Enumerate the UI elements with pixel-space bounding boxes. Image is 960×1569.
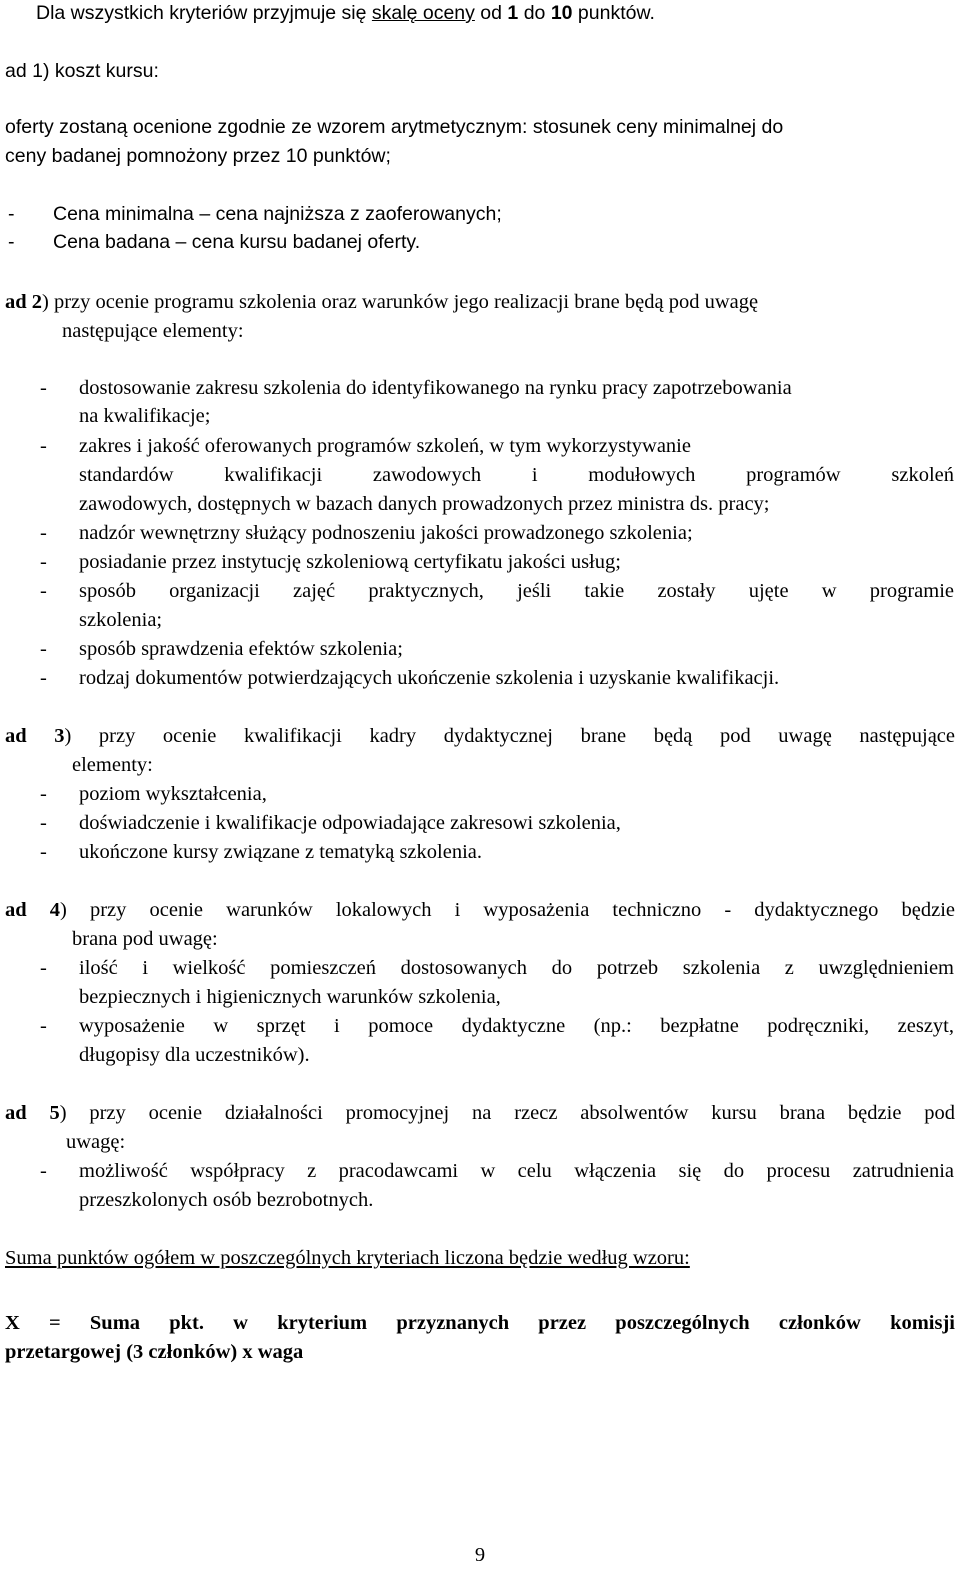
- intro-underlined: skalę oceny: [371, 2, 475, 24]
- ad5-line2: uwagę:: [66, 1131, 126, 1153]
- ad3-line1-text: ) przy ocenie kwalifikacji kadry dydaktycznej brane będą pod uwagę następujące: [64, 725, 955, 747]
- ad1-text-line2: ceny badanej pomnożony przez 10 punktów;: [5, 145, 391, 167]
- ad1-text-line1: oferty zostaną ocenione zgodnie ze wzorem arytmetycznym: stosunek ceny minimalnej do: [5, 116, 784, 138]
- ad3-item-1: poziom wykształcenia,: [79, 783, 267, 805]
- ad5-label: ad 5: [5, 1102, 60, 1124]
- ad1-dash-1: -: [8, 203, 15, 225]
- ad3-item-3: ukończone kursy związane z tematyką szkolenia.: [79, 841, 482, 863]
- ad5-line1: [5, 1103, 955, 1124]
- page-number: 9: [474, 1544, 486, 1566]
- ad2-item-3: nadzór wewnętrzny służący podnoszeniu jakości prowadzonego szkolenia;: [79, 522, 693, 544]
- ad2-item-2-line2: standardów kwalifikacji zawodowych i modułowych programów szkoleń: [79, 464, 954, 486]
- ad2-item-5-line1: sposób organizacji zajęć praktycznych, jeśli takie zostały ujęte w programie: [79, 580, 954, 602]
- ad2-dash-4: -: [40, 551, 47, 573]
- ad5-item-1-line1: możliwość współpracy z pracodawcami w celu włączenia się do procesu zatrudnienia: [79, 1160, 954, 1182]
- ad2-item-1-line2: na kwalifikacje;: [79, 405, 211, 427]
- ad4-line2: brana pod uwagę:: [72, 928, 218, 950]
- intro-from: 1: [507, 2, 519, 24]
- ad2-line2: następujące elementy:: [62, 320, 244, 342]
- ad4-dash-1: -: [40, 957, 47, 979]
- ad3-line1: [5, 726, 955, 747]
- ad3-item-2: doświadczenie i kwalifikacje odpowiadające zakresowi szkolenia,: [79, 812, 621, 834]
- ad4-item-1-line2: bezpiecznych i higienicznych warunków szkolenia,: [79, 986, 501, 1008]
- ad2-label: ad 2: [5, 291, 43, 313]
- ad5-dash-1: -: [40, 1160, 47, 1182]
- formula-line2: przetargowej (3 członków) x waga: [5, 1341, 304, 1363]
- ad2-dash-7: -: [40, 667, 47, 689]
- ad5-item-1-line2: przeszkolonych osób bezrobotnych.: [79, 1189, 374, 1211]
- ad2-item-2-line3: zawodowych, dostępnych w bazach danych prowadzonych przez ministra ds. pracy;: [79, 493, 770, 515]
- ad3-label: ad 3: [5, 725, 65, 747]
- ad2-item-1-line1: dostosowanie zakresu szkolenia do identyfikowanego na rynku pracy zapotrzebowania: [79, 377, 792, 399]
- ad2-line1-text: ) przy ocenie programu szkolenia oraz warunków jego realizacji brane będą pod uwagę: [42, 291, 759, 313]
- ad2-item-2-line1: zakres i jakość oferowanych programów szkoleń, w tym wykorzystywanie: [79, 435, 691, 457]
- ad3-dash-2: -: [40, 812, 47, 834]
- ad2-line1: [5, 292, 758, 313]
- ad4-line1-text: ) przy ocenie warunków lokalowych i wyposażenia techniczno - dydaktycznego będzie: [60, 899, 955, 921]
- intro-to: 10: [550, 2, 573, 24]
- intro-line: [36, 4, 655, 24]
- intro-mid: od: [474, 2, 508, 24]
- ad3-line2: elementy:: [72, 754, 153, 776]
- ad4-label: ad 4: [5, 899, 61, 921]
- ad2-item-5-line2: szkolenia;: [79, 609, 163, 631]
- ad4-item-1-line1: ilość i wielkość pomieszczeń dostosowanych do potrzeb szkolenia z uwzględnieniem: [79, 957, 954, 979]
- summary-underlined-line: Suma punktów ogółem w poszczególnych kryteriach liczona będzie według wzoru:: [5, 1247, 690, 1269]
- formula-line1: X = Suma pkt. w kryterium przyznanych przez poszczególnych członków komisji: [5, 1312, 955, 1334]
- ad2-dash-3: -: [40, 522, 47, 544]
- ad4-item-2-line1: wyposażenie w sprzęt i pomoce dydaktyczne (np.: bezpłatne podręczniki, zeszyt,: [79, 1015, 954, 1037]
- intro-to-word: do: [518, 2, 551, 24]
- ad2-dash-2: -: [40, 435, 47, 457]
- intro-text: Dla wszystkich kryteriów przyjmuje się: [36, 2, 372, 24]
- ad4-item-2-line2: długopisy dla uczestników).: [79, 1044, 310, 1066]
- ad2-dash-1: -: [40, 377, 47, 399]
- ad4-dash-2: -: [40, 1015, 47, 1037]
- ad2-item-6: sposób sprawdzenia efektów szkolenia;: [79, 638, 403, 660]
- ad2-item-7: rodzaj dokumentów potwierdzających ukończenie szkolenia i uzyskanie kwalifikacji.: [79, 667, 780, 689]
- ad2-dash-5: -: [40, 580, 47, 602]
- ad1-item-2: Cena badana – cena kursu badanej oferty.: [53, 231, 421, 253]
- ad5-line1-text: ) przy ocenie działalności promocyjnej na rzecz absolwentów kursu brana będzie pod: [59, 1102, 955, 1124]
- ad3-dash-3: -: [40, 841, 47, 863]
- intro-post: punktów.: [572, 2, 655, 24]
- ad2-dash-6: -: [40, 638, 47, 660]
- ad4-line1: [5, 900, 955, 921]
- ad1-dash-2: -: [8, 231, 15, 253]
- ad1-heading: ad 1) koszt kursu:: [5, 60, 159, 82]
- ad2-item-4: posiadanie przez instytucję szkoleniową certyfikatu jakości usług;: [79, 551, 621, 573]
- ad3-dash-1: -: [40, 783, 47, 805]
- ad1-item-1: Cena minimalna – cena najniższa z zaoferowanych;: [53, 203, 502, 225]
